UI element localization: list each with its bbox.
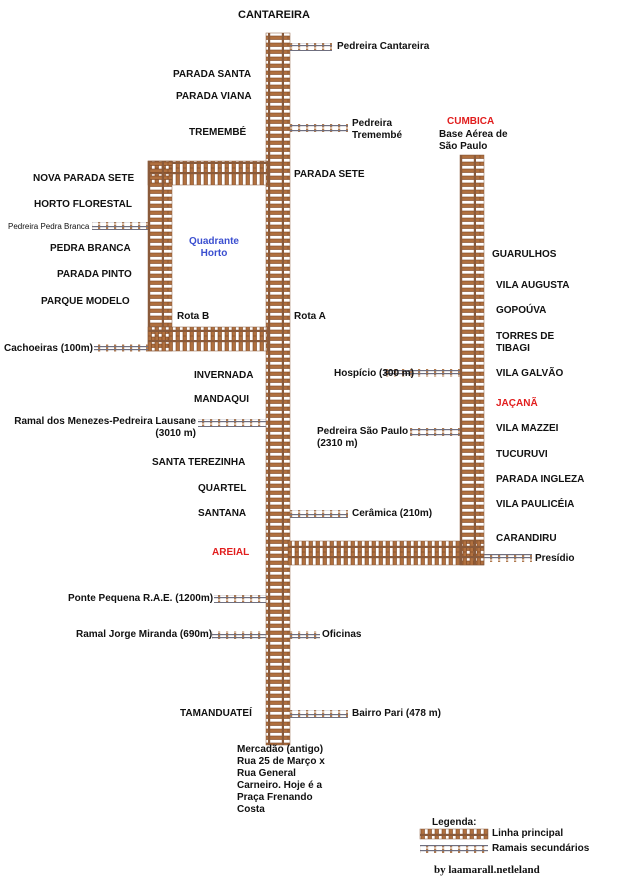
station-tamanduatei: TAMANDUATEÍ [180, 708, 252, 719]
main-line-trunk [266, 33, 290, 745]
branch-ceramica [290, 510, 348, 518]
station-jacana: JAÇANÃ [496, 398, 538, 409]
branch-label-bairro-pari: Bairro Pari (478 m) [352, 708, 441, 719]
legend-main-line-label: Linha principal [492, 828, 564, 839]
areial-connection [288, 541, 484, 565]
branch-presidio [484, 554, 532, 562]
horto-loop-left [148, 161, 172, 351]
station-parada-santa: PARADA SANTA [173, 69, 252, 80]
branch-label-cachoeiras: Cachoeiras (100m) [4, 343, 93, 354]
station-parada-pinto: PARADA PINTO [57, 269, 132, 280]
branch-label-ponte-pequena: Ponte Pequena R.A.E. (1200m) [68, 593, 214, 604]
station-tucuruvi: TUCURUVI [496, 449, 548, 460]
note-mercadao: Mercadão (antigo) Rua 25 de Março x Rua General Carneiro. Hoje é a Praça Frenando Costa [237, 744, 325, 815]
cumbica-line [460, 155, 484, 565]
station-mandaqui: MANDAQUI [194, 394, 249, 405]
station-parada-inglesa: PARADA INGLEZA [496, 474, 585, 485]
branch-label-pedreira-sao-paulo: Pedreira São Paulo (2310 m) [317, 426, 409, 449]
station-quartel: QUARTEL [198, 483, 247, 494]
branch-jorge-miranda [212, 631, 266, 639]
branch-label-hospicio: Hospício (300 m) [334, 368, 415, 379]
station-horto-florestal: HORTO FLORESTAL [34, 199, 132, 210]
legend-secondary-branches-label: Ramais secundários [492, 843, 590, 854]
note-quadrante-horto: Quadrante Horto [188, 236, 239, 259]
station-santa-terezinha: SANTA TEREZINHA [152, 457, 246, 468]
station-nova-parada-sete: NOVA PARADA SETE [33, 173, 135, 184]
branch-pedreira-pedra-branca [92, 222, 148, 230]
branch-pedreira-cantareira [290, 43, 332, 51]
branch-menezes [198, 419, 266, 427]
branch-label-presidio: Presídio [535, 553, 575, 564]
legend-branch-swatch [420, 845, 488, 853]
legend-title: Legenda: [432, 817, 477, 828]
station-parada-viana: PARADA VIANA [176, 91, 252, 102]
station-torres-de-tibagi: TORRES DE TIBAGI [496, 331, 555, 354]
branch-label-ceramica: Cerâmica (210m) [352, 508, 433, 519]
branch-label-jorge-miranda: Ramal Jorge Miranda (690m) [76, 629, 213, 640]
branch-bairro-pari [290, 710, 348, 718]
branch-label-pedreira-cantareira: Pedreira Cantareira [337, 41, 430, 52]
station-pedra-branca: PEDRA BRANCA [50, 243, 131, 254]
station-vila-augusta: VILA AUGUSTA [496, 280, 570, 291]
station-invernada: INVERNADA [194, 370, 254, 381]
station-parada-sete: PARADA SETE [294, 169, 365, 180]
branch-pedreira-tremembe [290, 124, 348, 132]
station-tremembe: TREMEMBÉ [189, 127, 247, 138]
station-parque-modelo: PARQUE MODELO [41, 296, 130, 307]
note-base-aerea: Base Aérea de São Paulo [439, 129, 508, 152]
branch-label-pedreira-pedra-branca: Pedreira Pedra Branca [8, 222, 90, 231]
horto-loop-bottom [148, 327, 268, 351]
branch-label-oficinas: Oficinas [322, 629, 362, 640]
credit-text: by laamarall.netleland [434, 864, 540, 876]
branch-ponte-pequena [214, 595, 266, 603]
station-guarulhos: GUARULHOS [492, 249, 557, 260]
branch-cachoeiras [94, 344, 148, 352]
note-rota-b: Rota B [177, 311, 210, 322]
branch-label-menezes: Ramal dos Menezes-Pedreira Lausane (3010 m) [14, 416, 196, 439]
station-cantareira: CANTAREIRA [238, 9, 310, 21]
branch-label-pedreira-tremembe: Pedreira Tremembé [352, 118, 403, 141]
legend-main-line-swatch [420, 829, 488, 839]
station-vila-mazzei: VILA MAZZEI [496, 423, 559, 434]
station-vila-galvao: VILA GALVÃO [496, 368, 564, 379]
station-santana: SANTANA [198, 508, 247, 519]
station-carandiru: CARANDIRU [496, 533, 557, 544]
branch-oficinas [290, 631, 320, 639]
branch-pedreira-sao-paulo [410, 428, 460, 436]
station-gopouva: GOPOÚVA [496, 305, 547, 316]
station-vila-pauliceia: VILA PAULICÉIA [496, 499, 575, 510]
station-areial: AREIAL [212, 547, 250, 558]
note-rota-a: Rota A [294, 311, 326, 322]
station-cumbica: CUMBICA [447, 116, 495, 127]
